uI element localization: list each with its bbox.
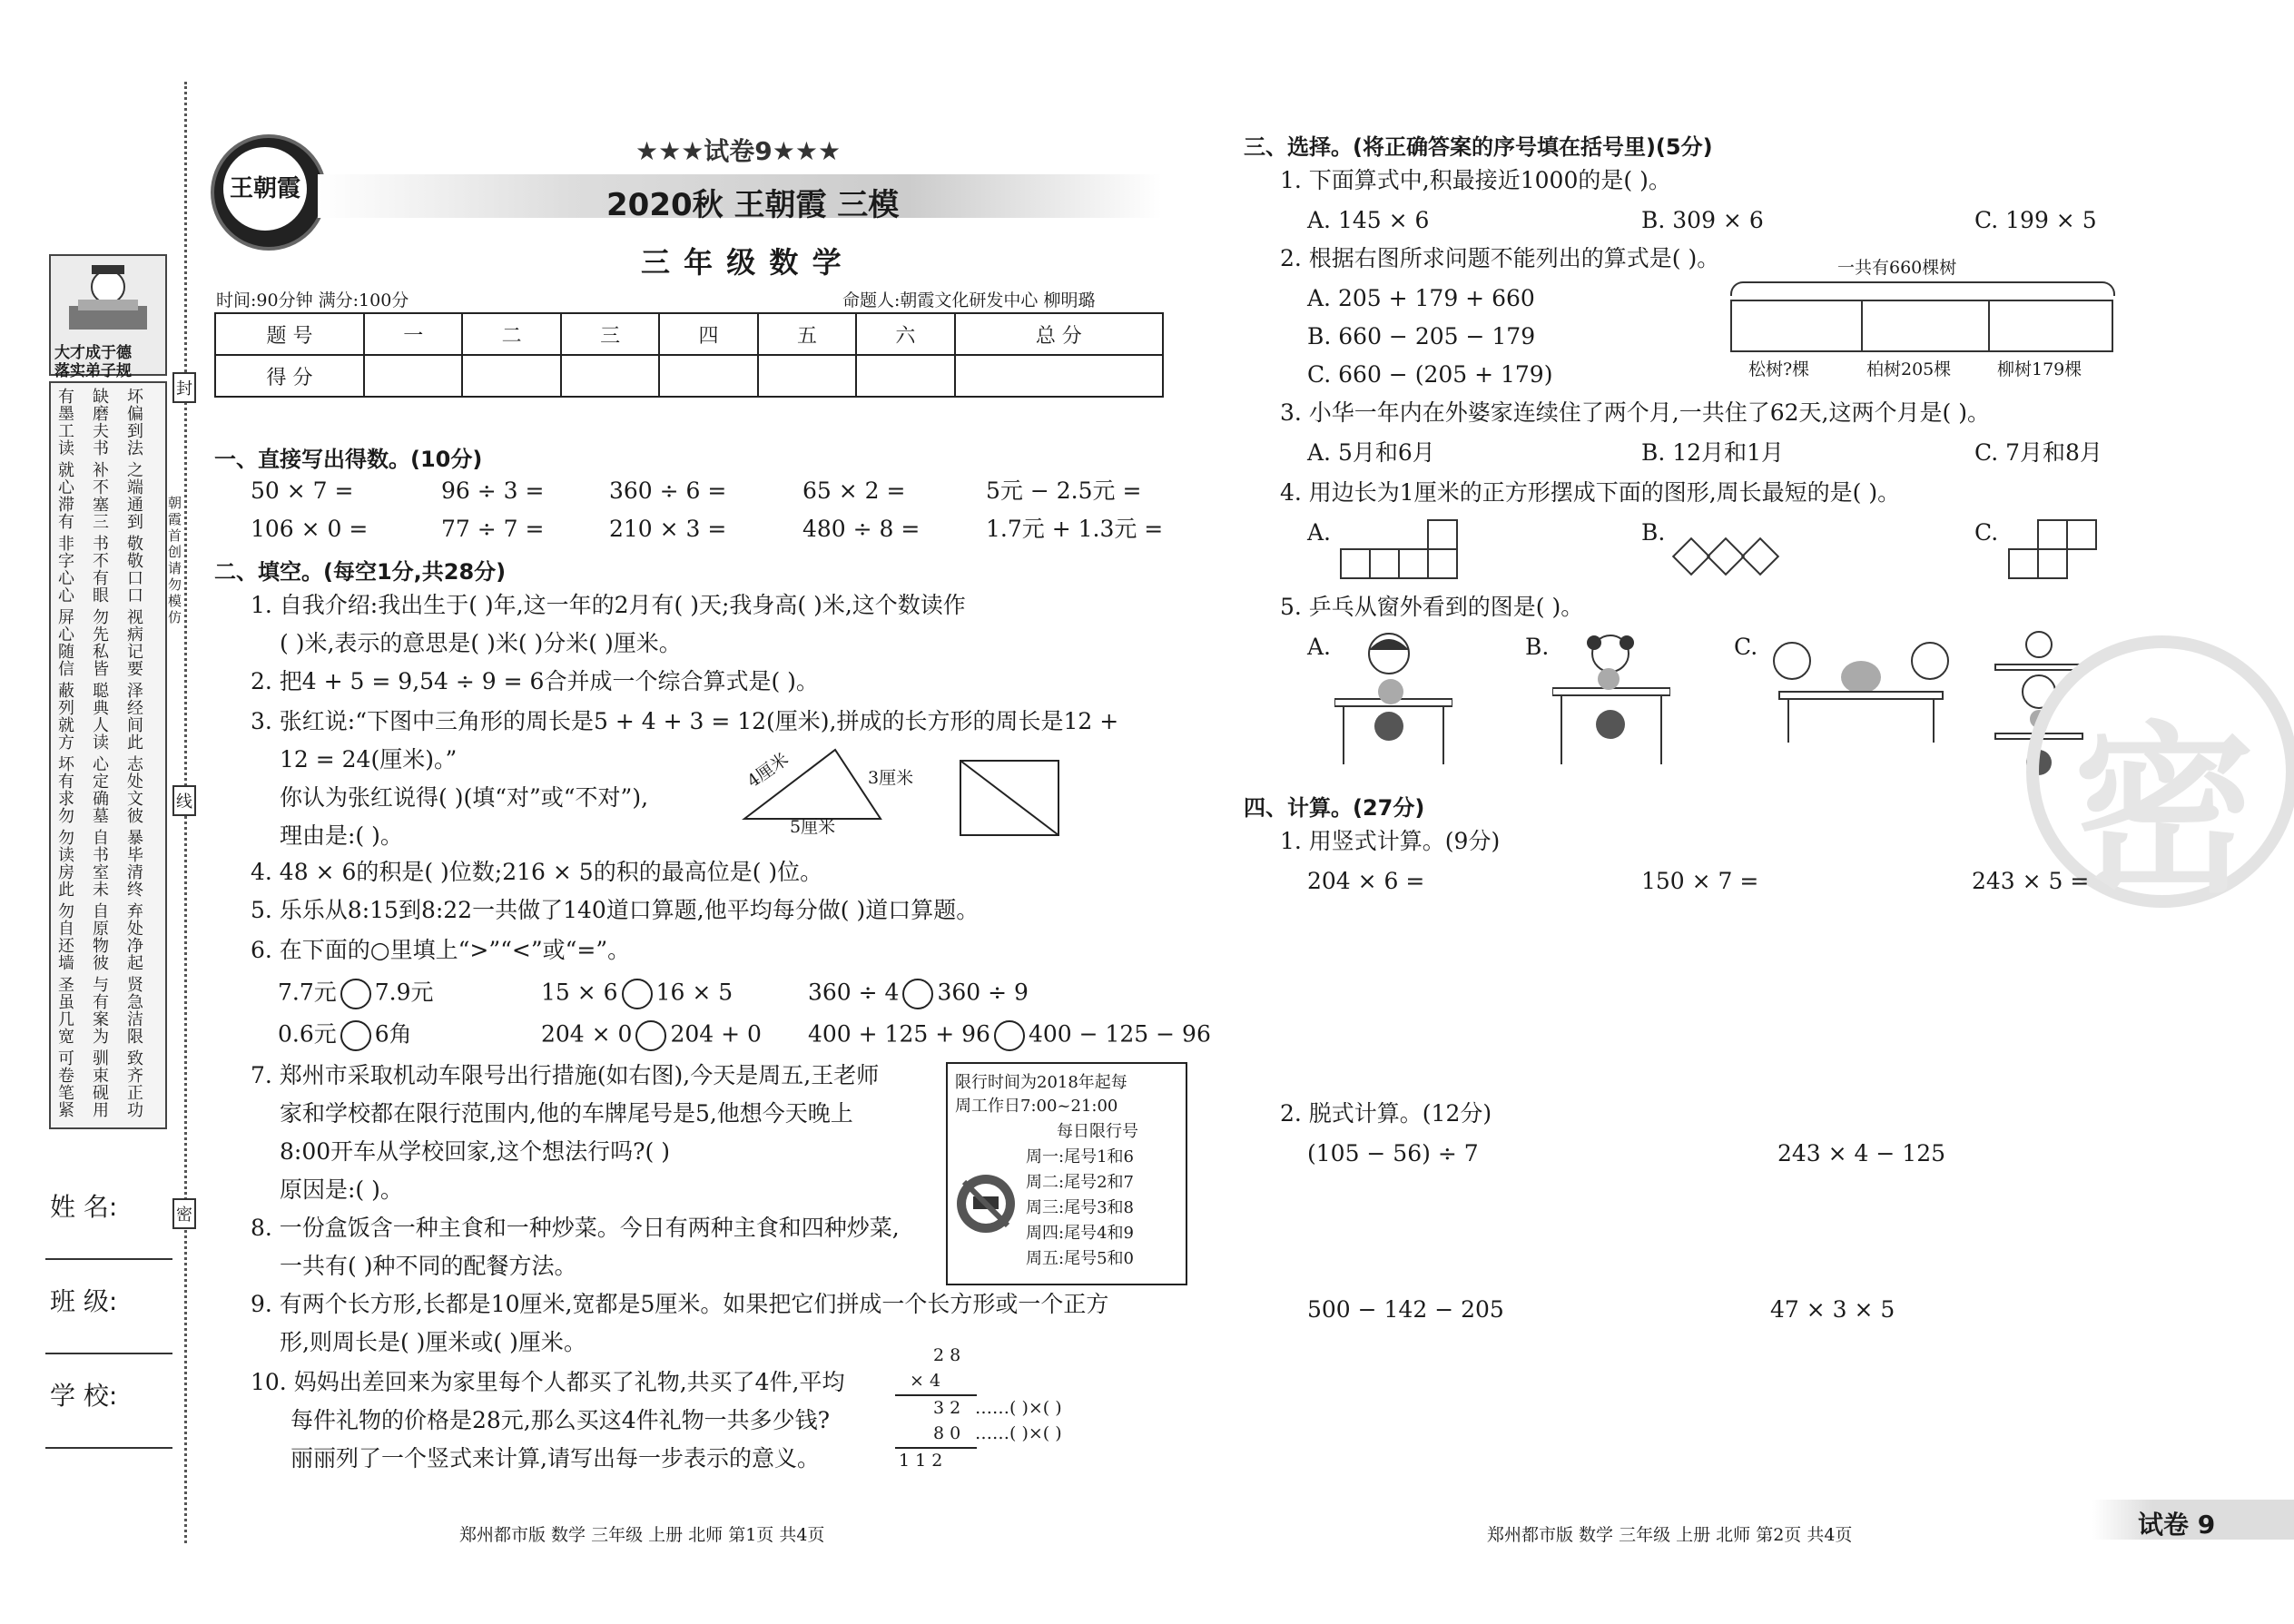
q3-1-opt-a: A. 145 × 6 [1307,207,1430,233]
calc-2d: 47 × 3 × 5 [1770,1296,1895,1323]
poem-column: 与有案为 [93,976,109,1047]
part1-title: 一、直接写出得数。(10分) [214,447,483,472]
compare-6: 400 + 125 + 96 400 − 125 − 96 [808,1020,1211,1051]
calc-1b: 150 × 7 = [1641,868,1759,894]
score-row [215,355,1163,397]
q2-7c: 8:00开车从学校回家,这个想法行吗?( ) [280,1138,670,1165]
q2-8a: 8. 一份盒饭含一种主食和一种炒菜。今日有两种主食和四种炒菜, [251,1215,900,1241]
school-field[interactable] [45,1447,172,1449]
seal-xian: 线 [172,785,196,816]
oral-calc-item: 5元 − 2.5元 = [986,477,1142,504]
compare-5: 204 × 0 204 + 0 [541,1020,762,1051]
q2-8b: 一共有( )种不同的配餐方法。 [280,1253,577,1279]
q2-3a: 3. 张红说:“下图中三角形的周长是5 + 4 + 3 = 12(厘米),拼成的长方形的周长是12 + [251,708,1119,734]
vert-line5: 1 1 2 [899,1451,943,1471]
score-input-cell[interactable] [659,355,757,397]
score-input-cell[interactable] [856,355,954,397]
calc-1a: 204 × 6 = [1307,868,1425,894]
compare-circle[interactable] [340,979,371,1009]
oral-calc-item: 480 ÷ 8 = [802,516,921,542]
q3-3-opt-a: A. 5月和6月 [1307,439,1435,466]
sidebar-poem [49,381,167,1129]
limit-line: 周二:尾号2和7 [1026,1173,1134,1192]
motto-1: 大才成于德 [54,344,132,362]
vertical-calc [890,1345,980,1472]
q2-5: 5. 乐乐从8:15到8:22一共做了140道口算题,他平均每分做( )道口算题。 [251,897,980,923]
oral-calc-item: 210 × 3 = [609,516,727,542]
limit-line: 周五:尾号5和0 [1026,1249,1134,1268]
q3-2-opt-c: C. 660 − (205 + 179) [1307,361,1553,388]
oral-calc-item: 77 ÷ 7 = [441,516,545,542]
poem-column: 贤急洁限 [127,976,143,1047]
q3-4-opt-a: A. [1307,519,1332,546]
vert-note-2: ……( )×( ) [975,1423,1062,1443]
oral-calc-item: 65 × 2 = [802,477,906,504]
score-header-cell: 一 [364,313,462,355]
compare-2: 15 × 6 16 × 5 [541,979,733,1009]
scene-a-image [1334,628,1452,773]
calc-2a: (105 − 56) ÷ 7 [1307,1140,1479,1166]
tree-bar [1730,300,2113,352]
motto-2: 落实弟子规 [54,362,132,380]
part4-title: 四、计算。(27分) [1244,795,1425,821]
limit-line: 周三:尾号3和8 [1026,1198,1134,1217]
poem-column: 聪典人读 [93,682,109,753]
score-header-cell: 二 [462,313,560,355]
author-info: 命题人:朝霞文化研发中心 柳明璐 [842,290,1096,310]
compare-4: 0.6元 6角 [278,1020,412,1051]
score-header-cell: 四 [659,313,757,355]
tree-brace [1730,281,2115,296]
poem-column: 自原物彼 [93,902,109,973]
q3-4: 4. 用边长为1厘米的正方形摆成下面的图形,周长最短的是( )。 [1280,479,1901,506]
poem-column: 泽经间此 [127,682,143,753]
q3-2-opt-a: A. 205 + 179 + 660 [1307,285,1535,311]
q2-6: 6. 在下面的○里填上“>”“<”或“=”。 [251,937,631,963]
q3-5-opt-a: A. [1307,634,1332,660]
poem-column: 志处文彼 [127,755,143,826]
q3-1: 1. 下面算式中,积最接近1000的是( )。 [1280,167,1671,193]
q2-1b: ( )米,表示的意思是( )米( )分米( )厘米。 [280,630,682,656]
q3-4-opt-b: B. [1641,519,1666,546]
q2-7b: 家和学校都在限行范围内,他的车牌尾号是5,他想今天晚上 [280,1100,853,1127]
score-header-cell: 总 分 [955,313,1163,355]
poem-column: 弃处净起 [127,902,143,973]
poem-column: 蔽列就方 [58,682,74,753]
vert-note-1: ……( )×( ) [975,1398,1062,1418]
limit-line: 周一:尾号1和6 [1026,1147,1134,1166]
q3-1-opt-b: B. 309 × 6 [1641,207,1764,233]
q3-3-opt-c: C. 7月和8月 [1974,439,2102,466]
score-header-cell: 五 [758,313,856,355]
vert-line2: × 4 [910,1371,941,1391]
q2-3d: 理由是:( )。 [280,822,403,849]
score-input-cell[interactable] [758,355,856,397]
school-label: 学 校: [50,1381,118,1411]
score-input-cell[interactable] [462,355,560,397]
limit-line: 周工作日7:00~21:00 [955,1097,1118,1116]
oral-calc-item: 1.7元 + 1.3元 = [986,516,1164,542]
poem-column: 自书室未 [93,829,109,900]
footer-tag [2092,1500,2294,1540]
compare-circle[interactable] [994,1020,1025,1051]
limit-line: 每日限行号 [1057,1122,1138,1141]
poem-column: 有墨工读 [58,388,74,458]
poem-column: 坏偏到法 [127,388,143,458]
watermark-seal [2026,635,2294,918]
q2-7d: 原因是:( )。 [280,1176,403,1203]
scene-b-image [1552,628,1670,773]
oral-calc-item: 50 × 7 = [251,477,354,504]
paper-label: ★★★试卷9★★★ [635,136,842,166]
part3-title: 三、选择。(将正确答案的序号填在括号里)(5分) [1244,134,1713,160]
subject-title: 三 年 级 数 学 [641,245,843,280]
limit-line: 限行时间为2018年起每 [955,1073,1127,1092]
class-label: 班 级: [50,1286,118,1316]
poem-column: 坏有求勿 [58,755,74,826]
tri-bottom-label: 5厘米 [790,817,836,837]
q2-3c: 你认为张红说得( )(填“对”或“不对”), [280,784,649,811]
poem-column: 驯束砚用 [93,1049,109,1120]
oral-calc-item: 106 × 0 = [251,516,369,542]
compare-circle[interactable] [635,1020,666,1051]
poem-column: 勿读房此 [58,829,74,900]
q3-5-opt-c: C. [1734,634,1758,660]
poem-column: 圣虽几宽 [58,976,74,1047]
score-input-cell[interactable] [364,355,462,397]
time-info: 时间:90分钟 满分:100分 [216,290,409,310]
compare-circle[interactable] [622,979,653,1009]
calc-2c: 500 − 142 − 205 [1307,1296,1504,1323]
q3-1-opt-c: C. 199 × 5 [1974,207,2097,233]
oral-calc-item: 96 ÷ 3 = [441,477,545,504]
q3-4-opt-c: C. [1974,519,1999,546]
tree-total-label: 一共有660棵树 [1837,258,1957,278]
q4-sub1: 1. 用竖式计算。(9分) [1280,828,1501,854]
q3-2: 2. 根据右图所求问题不能列出的算式是( )。 [1280,245,1720,271]
vert-line1: 2 8 [933,1345,961,1365]
q2-10b: 每件礼物的价格是28元,那么买这4件礼物一共多少钱? [290,1407,831,1433]
poem-column: 屏心随信 [58,608,74,679]
exam-title: 2020秋 王朝霞 三模 [606,187,900,223]
score-table [214,312,1164,398]
seal-feng: 封 [172,372,196,403]
rectangle-diagonal [960,761,1058,835]
vert-line4: 8 0 [933,1423,961,1443]
poem-column: 心定确墓 [93,755,109,826]
q2-9a: 9. 有两个长方形,长都是10厘米,宽都是5厘米。如果把它们拼成一个长方形或一个正方 [251,1291,1109,1317]
q2-2: 2. 把4 + 5 = 9,54 ÷ 9 = 6合并成一个综合算式是( )。 [251,668,819,694]
q4-sub2: 2. 脱式计算。(12分) [1280,1100,1492,1127]
poem-column: 致齐正功 [127,1049,143,1120]
poem-column: 暴毕清终 [127,829,143,900]
footer-tag-text: 试卷 9 [2138,1510,2216,1540]
compare-circle[interactable] [340,1020,371,1051]
q3-3: 3. 小华一年内在外婆家连续住了两个月,一共住了62天,这两个月是( )。 [1280,399,1990,426]
class-field[interactable] [45,1353,172,1354]
q2-10a: 10. 妈妈出差回来为家里每个人都买了礼物,共买了4件,平均 [251,1369,845,1395]
poem-column: 视病记要 [127,608,143,679]
score-input-cell[interactable] [561,355,659,397]
traffic-limit-box [946,1062,1187,1285]
q2-9b: 形,则周长是( )厘米或( )厘米。 [280,1329,586,1355]
compare-1: 7.7元 7.9元 [278,979,434,1009]
calc-1c: 243 × 5 = [1972,868,2090,894]
score-header-cell: 题 号 [215,313,364,355]
compare-3: 360 ÷ 4 360 ÷ 9 [808,979,1029,1009]
q3-5-opt-b: B. [1525,634,1550,660]
poem-column: 可卷笔紧 [58,1049,74,1120]
poem-column: 敬敬口口 [127,535,143,605]
oral-calc-item: 360 ÷ 6 = [609,477,727,504]
logo-text: 王朝霞 [223,147,307,231]
poem-column: 之端通到 [127,461,143,532]
q3-5: 5. 乒乓从窗外看到的图是( )。 [1280,594,1584,620]
q2-1a: 1. 自我介绍:我出生于( )年,这一年的2月有( )天;我身高( )米,这个数读作 [251,592,966,618]
footer-right: 郑州都市版 数学 三年级 上册 北师 第2页 共4页 [1487,1525,1853,1545]
q2-3b: 12 = 24(厘米)。” [280,746,458,773]
score-header-cell: 六 [856,313,954,355]
calc-2b: 243 × 4 − 125 [1777,1140,1946,1166]
scholar-icon [51,256,165,338]
poem-column: 书不有眼 [93,535,109,605]
part2-title: 二、填空。(每空1分,共28分) [214,559,507,585]
seal-mi: 密 [172,1198,196,1229]
poem-column: 缺磨夫书 [93,388,109,458]
score-header-row [215,313,1163,355]
name-field[interactable] [45,1258,172,1260]
tree-label-pine: 松树?棵 [1748,359,1810,379]
scene-c-image [1770,635,1952,744]
limit-line: 周四:尾号4和9 [1026,1224,1134,1243]
sidebar-mascot [49,254,167,380]
vert-line3: 3 2 [933,1398,961,1418]
tree-diagram [1730,254,2115,381]
poem-column: 非字心心 [58,535,74,605]
score-label: 得 分 [215,355,364,397]
score-input-cell[interactable] [955,355,1163,397]
no-car-icon [953,1171,1019,1236]
q2-10c: 丽丽列了一个竖式来计算,请写出每一步表示的意义。 [290,1445,820,1471]
watermark-char: 密 [2073,706,2256,918]
q3-3-opt-b: B. 12月和1月 [1641,439,1784,466]
poem-column: 补不塞三 [93,461,109,532]
q2-4: 4. 48 × 6的积是( )位数;216 × 5的积的最高位是( )位。 [251,859,823,885]
q2-7a: 7. 郑州市采取机动车限号出行措施(如右图),今天是周五,王老师 [251,1062,880,1088]
poem-column: 就心滞有 [58,461,74,532]
tree-label-willow: 柳树179棵 [1997,359,2082,379]
tri-right-label: 3厘米 [868,768,914,788]
tri-left-label: 4厘米 [743,749,793,792]
tree-label-cypress: 柏树205棵 [1866,359,1952,379]
score-header-cell: 三 [561,313,659,355]
poem-column: 勿先私皆 [93,608,109,679]
footer-left: 郑州都市版 数学 三年级 上册 北师 第1页 共4页 [459,1525,825,1545]
q3-2-opt-b: B. 660 − 205 − 179 [1307,323,1536,349]
compare-circle[interactable] [902,979,933,1009]
name-label: 姓 名: [50,1192,118,1222]
poem-column: 勿自还墙 [58,902,74,973]
logo [211,134,327,251]
seal-vertical: 朝霞首创 请勿模仿 [168,495,182,625]
